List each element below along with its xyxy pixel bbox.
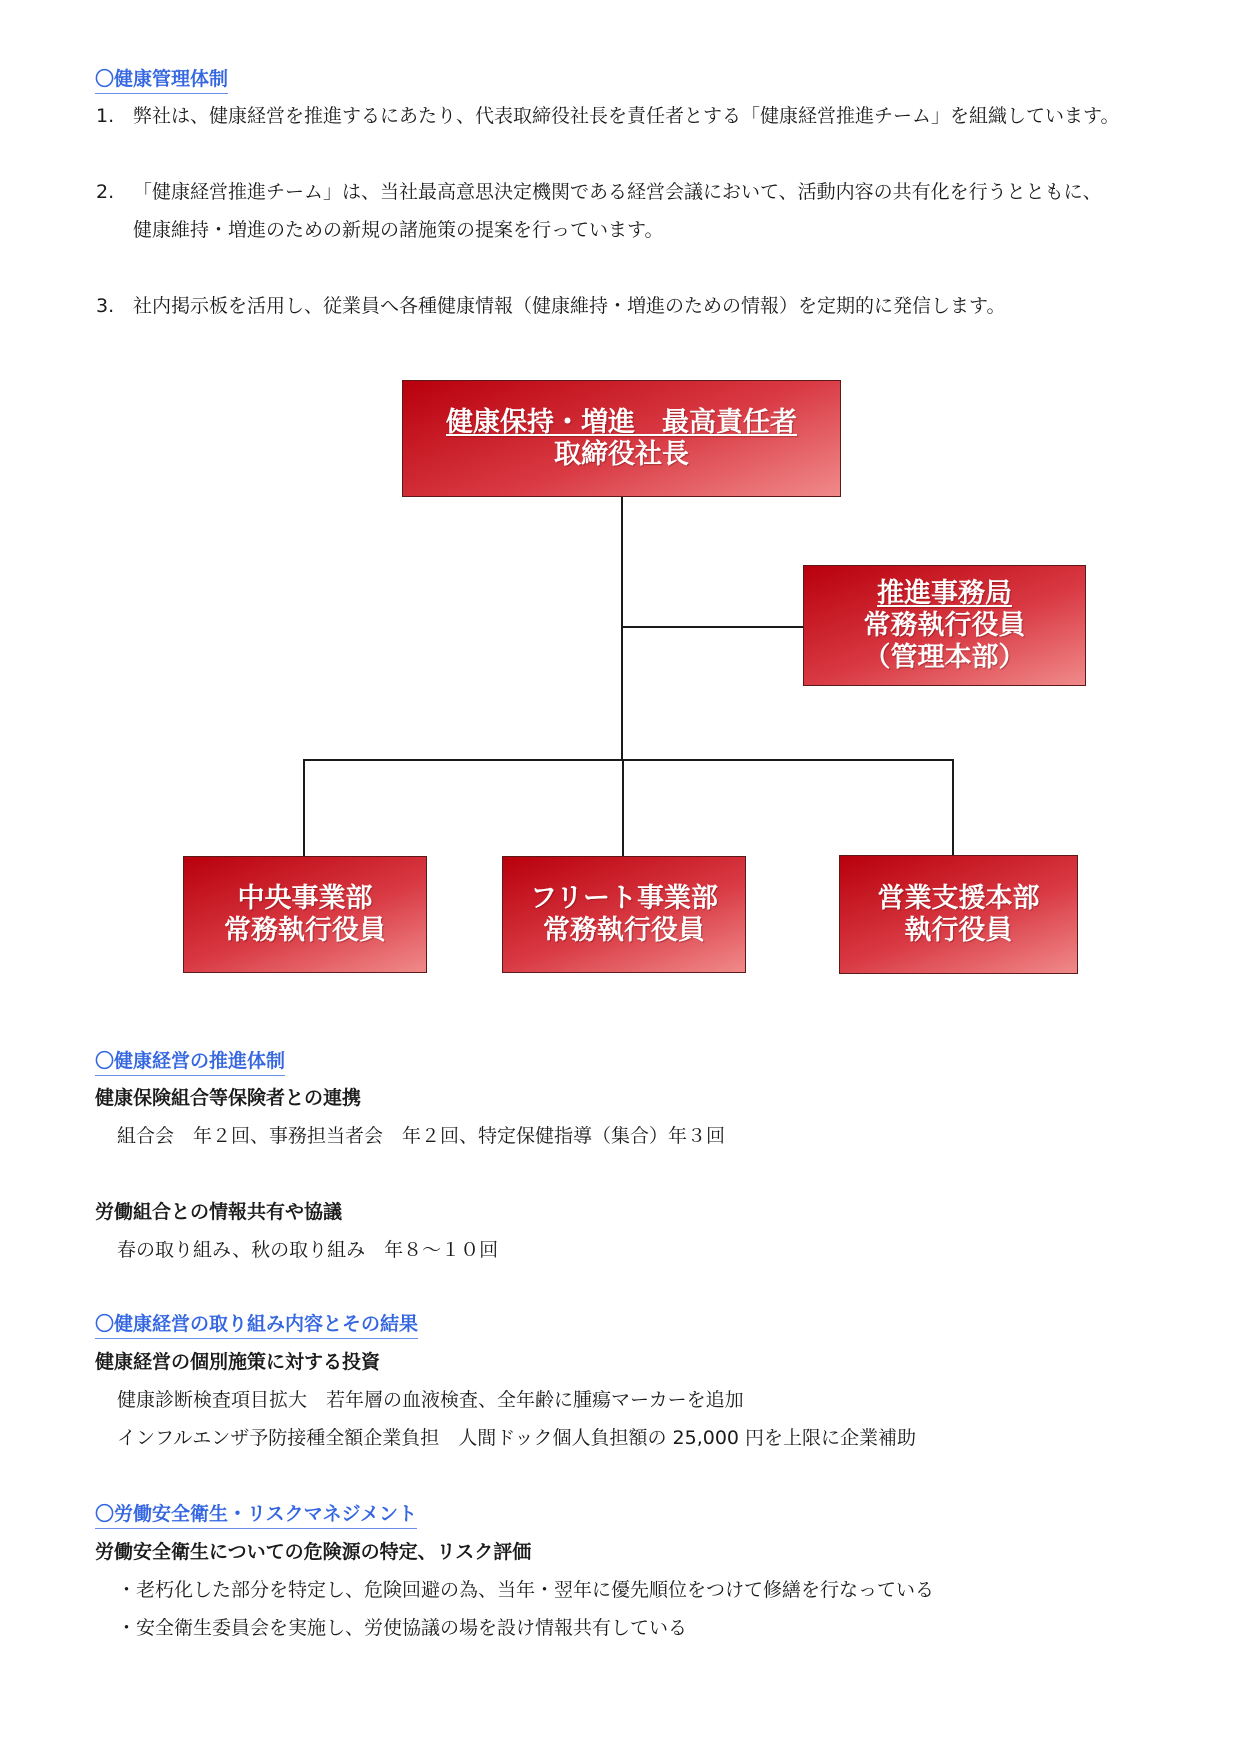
body-text: インフルエンザ予防接種全額企業負担 人間ドック個人負担額の 25,000 円を上限に企業補助 <box>117 1427 917 1449</box>
org-box-top-executive <box>402 380 841 497</box>
org-box-dept: （管理本部） <box>863 641 1026 673</box>
org-box-title: 営業支援本部 <box>877 882 1040 914</box>
body-text: ・老朽化した部分を特定し、危険回避の為、当年・翌年に優先順位をつけて修繕を行なっている <box>117 1579 935 1601</box>
org-box-title: 中央事業部 <box>237 882 373 914</box>
body-text: 組合会 年２回、事務担当者会 年２回、特定保健指導（集合）年３回 <box>117 1125 726 1147</box>
item-number: 2. <box>96 181 115 203</box>
item-text: 弊社は、健康経営を推進するにあたり、代表取締役社長を責任者とする「健康経営推進チーム」を組織しています。 <box>133 105 1120 127</box>
section-heading-safety-risk: 〇労働安全衛生・リスクマネジメント <box>95 1501 417 1529</box>
body-text: 春の取り組み、秋の取り組み 年８～１０回 <box>117 1239 499 1261</box>
item-text: 健康維持・増進のための新規の諸施策の提案を行っています。 <box>133 219 664 241</box>
org-box-central-division <box>183 856 427 973</box>
org-box-role: 常務執行役員 <box>543 914 705 946</box>
item-text: 「健康経営推進チーム」は、当社最高意思決定機関である経営会議において、活動内容の共有化を行うとともに、 <box>133 181 1102 203</box>
item-text: 社内掲示板を活用し、従業員へ各種健康情報（健康維持・増進のための情報）を定期的に発信します。 <box>133 295 1006 317</box>
connector-right <box>952 759 954 857</box>
org-box-title: 健康保持・増進 最高責任者 <box>446 406 797 438</box>
org-box-sales-support <box>839 855 1078 974</box>
subheading: 健康経営の個別施策に対する投資 <box>95 1351 381 1373</box>
subheading: 労働組合との情報共有や協議 <box>95 1201 343 1223</box>
body-text: 健康診断検査項目拡大 若年層の血液検査、全年齢に腫瘍マーカーを追加 <box>117 1389 744 1411</box>
org-box-secretariat <box>803 565 1086 686</box>
connector-center <box>622 759 624 857</box>
section-heading-health-management: 〇健康管理体制 <box>95 66 228 94</box>
connector-horizontal <box>303 759 954 761</box>
item-number: 3. <box>96 295 115 317</box>
org-box-role: 執行役員 <box>904 914 1013 946</box>
org-box-title: 推進事務局 <box>877 577 1012 609</box>
body-text: ・安全衛生委員会を実施し、労使協議の場を設け情報共有している <box>117 1617 688 1639</box>
section-heading-initiatives: 〇健康経営の取り組み内容とその結果 <box>95 1311 418 1339</box>
connector-left <box>303 759 305 857</box>
item-number: 1. <box>96 105 115 127</box>
connector-to-secretariat <box>622 626 803 628</box>
subheading: 健康保険組合等保険者との連携 <box>95 1087 362 1109</box>
org-box-role: 常務執行役員 <box>224 914 386 946</box>
org-box-fleet-division <box>502 856 746 973</box>
subheading: 労働安全衛生についての危険源の特定、リスク評価 <box>95 1541 532 1563</box>
org-box-role: 取締役社長 <box>554 438 689 470</box>
org-box-title: フリート事業部 <box>530 882 718 914</box>
org-box-role: 常務執行役員 <box>863 609 1026 641</box>
section-heading-promotion-system: 〇健康経営の推進体制 <box>95 1048 285 1076</box>
